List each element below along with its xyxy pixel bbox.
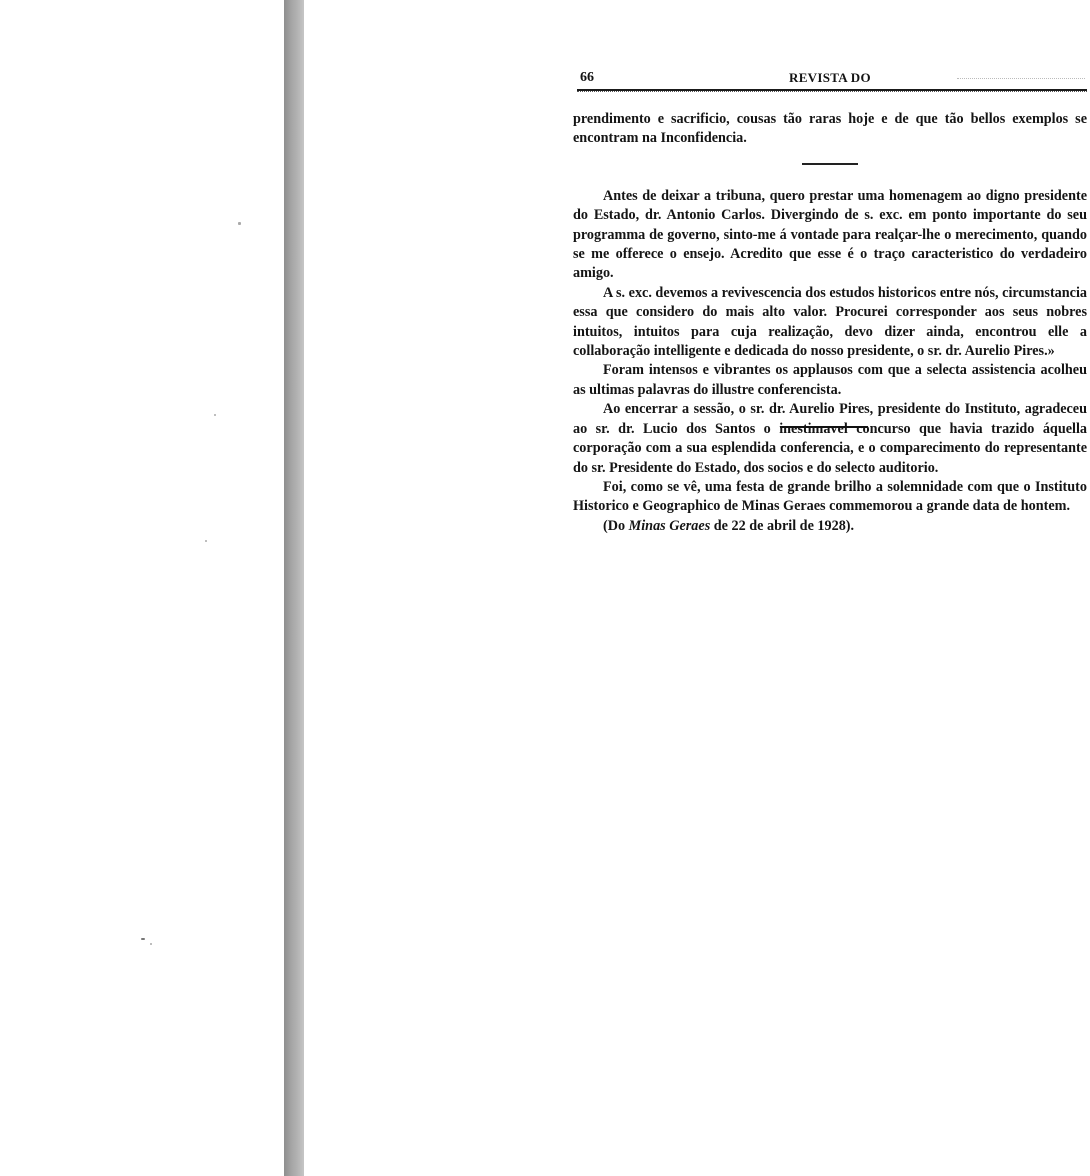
page-number: 66	[580, 70, 594, 85]
end-rule	[780, 426, 868, 428]
source-newspaper: Minas Geraes	[628, 517, 711, 534]
running-head: REVISTA DO	[789, 70, 871, 85]
page-header	[577, 70, 1087, 88]
source-prefix: (Do	[603, 517, 629, 534]
article-body	[573, 110, 1087, 536]
scan-speck	[205, 540, 207, 542]
paragraph: A s. exc. devemos a revivescencia dos estudos historicos entre nós, circumstancia essa que considero do mais alto valor. Procurei corresponder aos seus nobres intuitos, intuitos para cuja realização, devo dizer ainda, encontrou elle a collaboração intelligente e dedicada do nosso presidente, o sr. dr. Aurelio Pires.»	[573, 284, 1087, 360]
source-suffix: de 22 de abril de 1928).	[710, 517, 855, 534]
header-print-noise	[957, 78, 1085, 79]
source-citation	[573, 517, 1087, 536]
paragraph: Foi, como se vê, uma festa de grande brilho a solemnidade com que o Instituto Historico e Geographico de Minas Geraes commemorou a grande data de hontem.	[573, 478, 1087, 515]
paragraph: Antes de deixar a tribuna, quero prestar uma homenagem ao digno presidente do Estado, dr. Antonio Carlos. Divergindo de s. exc. em ponto importante do seu programma de governo, sinto-me á vontade para realçar-lhe o merecimento, quando se me offerece o ensejo. Acredito que esse é o traço caracteristico do verdadeiro amigo.	[573, 187, 1087, 282]
scan-speck	[150, 943, 152, 945]
scan-speck	[238, 222, 241, 225]
binding-gutter-shadow	[284, 0, 304, 1176]
paragraph-continued: prendimento e sacrificio, cousas tão raras hoje e de que tão bellos exemplos se encontram na Inconfidencia.	[573, 111, 1087, 147]
paragraph: Ao encerrar a sessão, o sr. dr. Aurelio Pires, presidente do Instituto, agradeceu ao sr. dr. Lucio dos Santos o inestimavel concurso que havia trazido áquella corporação com a sua esplendida conferencia, e o comparecimento do representante do sr. Presidente do Estado, dos socios e do selecto auditorio.	[573, 401, 1087, 476]
paragraph: Foram intensos e vibrantes os applausos com que a selecta assistencia acolheu as ultimas palavras do illustre conferencista.	[573, 362, 1087, 398]
section-separator	[802, 163, 858, 165]
header-rule	[577, 89, 1087, 92]
scan-speck	[214, 414, 216, 416]
scan-speck	[141, 938, 145, 940]
